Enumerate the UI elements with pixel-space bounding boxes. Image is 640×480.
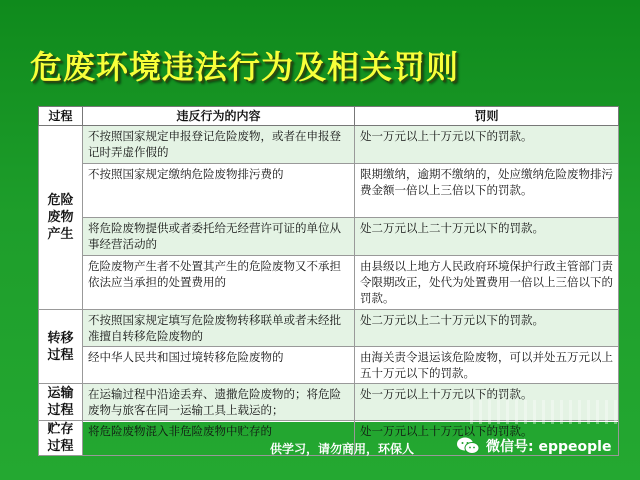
- category-storage: 贮存过程: [39, 421, 83, 456]
- header-violation: 违反行为的内容: [83, 107, 355, 126]
- category-transfer: 转移过程: [39, 310, 83, 384]
- penalty-cell: 限期缴纳，逾期不缴纳的，处应缴纳危险废物排污费金额一倍以上三倍以下的罚款。: [355, 164, 619, 218]
- table-row: [39, 164, 619, 218]
- header-process: 过程: [39, 107, 83, 126]
- violation-cell: 在运输过程中沿途丢弃、遗撒危险废物的；将危险废物与旅客在同一运输工具上载运的；: [83, 384, 355, 421]
- violation-cell: 危险废物产生者不处置其产生的危险废物又不承担依法应当承担的处置费用的: [83, 256, 355, 310]
- violation-cell: 经中华人民共和国过境转移危险废物的: [83, 347, 355, 384]
- watermark-pattern: [470, 400, 620, 424]
- penalty-cell: 处一万元以上十万元以下的罚款。: [355, 384, 619, 421]
- page-title: 危废环境违法行为及相关罚则: [30, 48, 460, 86]
- wechat-badge: [456, 436, 611, 456]
- table-row: [39, 218, 619, 256]
- category-transport: 运输过程: [39, 384, 83, 421]
- penalty-cell: 处一万元以上十万元以下的罚款。: [355, 421, 619, 456]
- table-row: [39, 347, 619, 384]
- penalty-cell: 处二万元以上二十万元以下的罚款。: [355, 218, 619, 256]
- category-generation: 危险废物产生: [39, 126, 83, 310]
- wechat-id: 微信号: eppeople: [486, 439, 612, 455]
- violation-cell: 不按照国家规定缴纳危险废物排污费的: [83, 164, 355, 218]
- table-row: [39, 126, 619, 164]
- header-penalty: 罚则: [355, 107, 619, 126]
- violation-cell: 不按照国家规定填写危险废物转移联单或者未经批准擅自转移危险废物的: [83, 310, 355, 347]
- penalty-cell: 处一万元以上十万元以下的罚款。: [355, 126, 619, 164]
- violation-cell: 将危险废物混入非危险废物中贮存的: [83, 421, 355, 456]
- table-header-row: [39, 107, 619, 126]
- penalty-cell: 由海关责令退运该危险废物，可以并处五万元以上五十万元以下的罚款。: [355, 347, 619, 384]
- penalty-cell: 处二万元以上二十万元以下的罚款。: [355, 310, 619, 347]
- violation-cell: 不按照国家规定申报登记危险废物，或者在申报登记时弄虚作假的: [83, 126, 355, 164]
- wechat-icon: [456, 436, 480, 456]
- violation-cell: 将危险废物提供或者委托给无经营许可证的单位从事经营活动的: [83, 218, 355, 256]
- table-row: [39, 310, 619, 347]
- table-row: [39, 256, 619, 310]
- penalty-cell: 由县级以上地方人民政府环境保护行政主管部门责令限期改正，处代为处置费用一倍以上三倍以下的罚款。: [355, 256, 619, 310]
- footer-notice: 供学习，请勿商用，环保人: [270, 442, 415, 456]
